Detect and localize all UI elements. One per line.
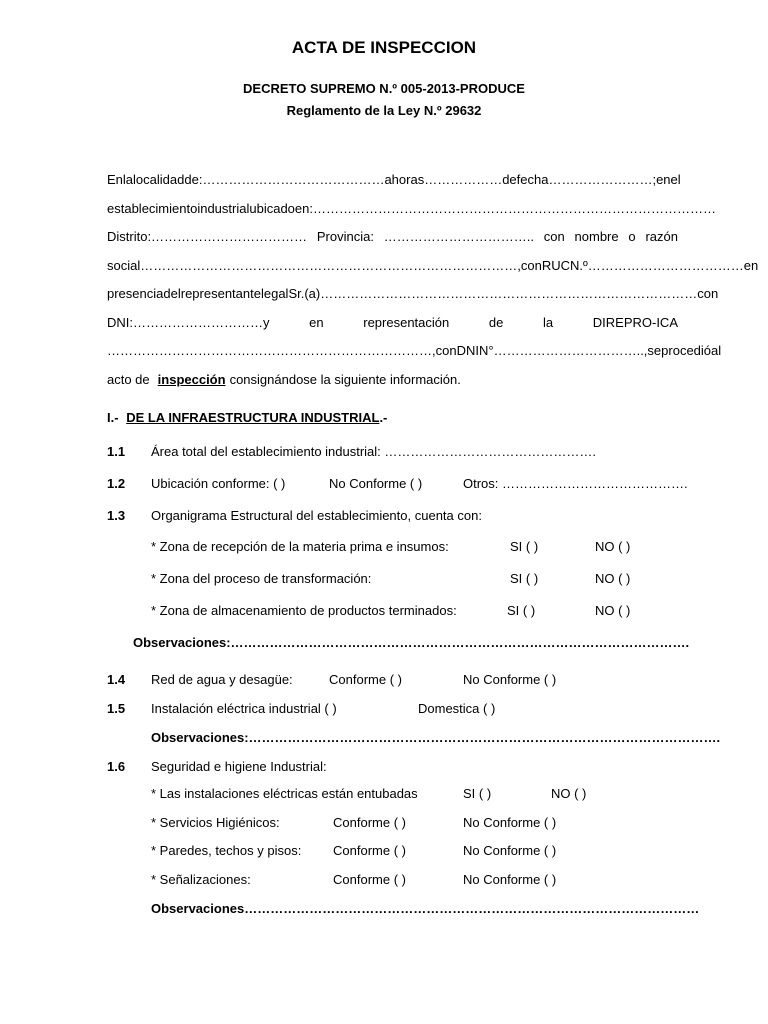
red-agua-no-conforme: No Conforme ( ) [463, 672, 557, 687]
intro-line: …………………………………………………………………, con DNI N° …………………………….., se procedió al [107, 343, 722, 358]
area-total-line: Área total del establecimiento industrial: …………………………………………. [151, 444, 597, 459]
paredes-no-conforme: No Conforme ( ) [463, 843, 557, 858]
instalacion-industrial: Instalación eléctrica industrial ( ) [151, 701, 337, 716]
red-agua-label: Red de agua y desagüe: [151, 672, 293, 687]
ubicacion-conforme: Ubicación conforme: ( ) [151, 476, 286, 491]
paredes-techos-pisos: * Paredes, techos y pisos: [151, 843, 302, 858]
intro-line: Distrito:……………………………… Provincia: …………………………….. con nombre o razón [107, 229, 678, 244]
entubadas-si: SI ( ) [463, 786, 492, 801]
intro-line: presencia del representante legal Sr.(a)…………………………………………………………………………… con [107, 286, 719, 301]
intro-line: DNI:…………………………y en representación de la DIREPRO-ICA [107, 314, 678, 330]
item-number: 1.1 [107, 444, 126, 459]
section-heading: I.- DE LA INFRAESTRUCTURA INDUSTRIAL.- [107, 410, 388, 425]
zone-transformation-no: NO ( ) [595, 571, 631, 586]
instalaciones-entubadas: * Las instalaciones eléctricas están entubadas [151, 786, 418, 801]
regulation-subtitle: Reglamento de la Ley N.º 29632 [286, 103, 482, 118]
intro-paragraph [107, 170, 759, 398]
senalizaciones-no-conforme: No Conforme ( ) [463, 872, 557, 887]
document-title: ACTA DE INSPECCION [291, 38, 477, 57]
intro-line: social……………………………………………………………………………, con RUC N.º ……………………………… en [107, 257, 759, 273]
zone-reception: * Zona de recepción de la materia prima e insumos: [151, 539, 449, 554]
zone-transformation: * Zona del proceso de transformación: [151, 571, 372, 586]
zone-storage-no: NO ( ) [595, 603, 631, 618]
ubicacion-otros: Otros: ……………………………………. [463, 476, 688, 491]
servicios-higienicos: * Servicios Higiénicos: [151, 815, 280, 830]
item-number: 1.6 [107, 759, 126, 774]
servicios-no-conforme: No Conforme ( ) [463, 815, 557, 830]
red-agua-conforme: Conforme ( ) [329, 672, 402, 687]
organigrama-line: Organigrama Estructural del establecimiento, cuenta con: [151, 508, 482, 523]
item-number: 1.3 [107, 508, 126, 523]
entubadas-no: NO ( ) [551, 786, 587, 801]
inspection-word: inspección [157, 371, 226, 387]
observations-3: Observaciones…………………………………………………………………………………………… [151, 901, 700, 916]
zone-storage-si: SI ( ) [507, 603, 536, 618]
intro-line: acto de inspección consignándose la siguiente información. [107, 370, 678, 399]
intro-line: En la localidad de: …………………………………… a horas………………de fecha……………………; en el [107, 172, 681, 187]
senalizaciones: * Señalizaciones: [151, 872, 251, 887]
zone-storage: * Zona de almacenamiento de productos terminados: [151, 603, 457, 618]
item-number: 1.2 [107, 476, 126, 491]
zone-reception-no: NO ( ) [595, 539, 631, 554]
ubicacion-no-conforme: No Conforme ( ) [329, 476, 423, 491]
instalacion-domestica: Domestica ( ) [418, 701, 496, 716]
senalizaciones-conforme: Conforme ( ) [333, 872, 406, 887]
seguridad-higiene-line: Seguridad e higiene Industrial: [151, 759, 327, 774]
decree-subtitle: DECRETO SUPREMO N.º 005-2013-PRODUCE [243, 81, 525, 96]
intro-line: establecimiento industrial ubicado en: ………………………………………………………………………………… [107, 200, 716, 216]
observations-2: Observaciones:………………………………………………………………………………………………. [151, 730, 721, 745]
item-number: 1.4 [107, 672, 126, 687]
observations-1: Observaciones:……………………………………………………………………………………………. [133, 635, 690, 650]
item-number: 1.5 [107, 701, 126, 716]
paredes-conforme: Conforme ( ) [333, 843, 406, 858]
zone-reception-si: SI ( ) [510, 539, 539, 554]
servicios-conforme: Conforme ( ) [333, 815, 406, 830]
zone-transformation-si: SI ( ) [510, 571, 539, 586]
